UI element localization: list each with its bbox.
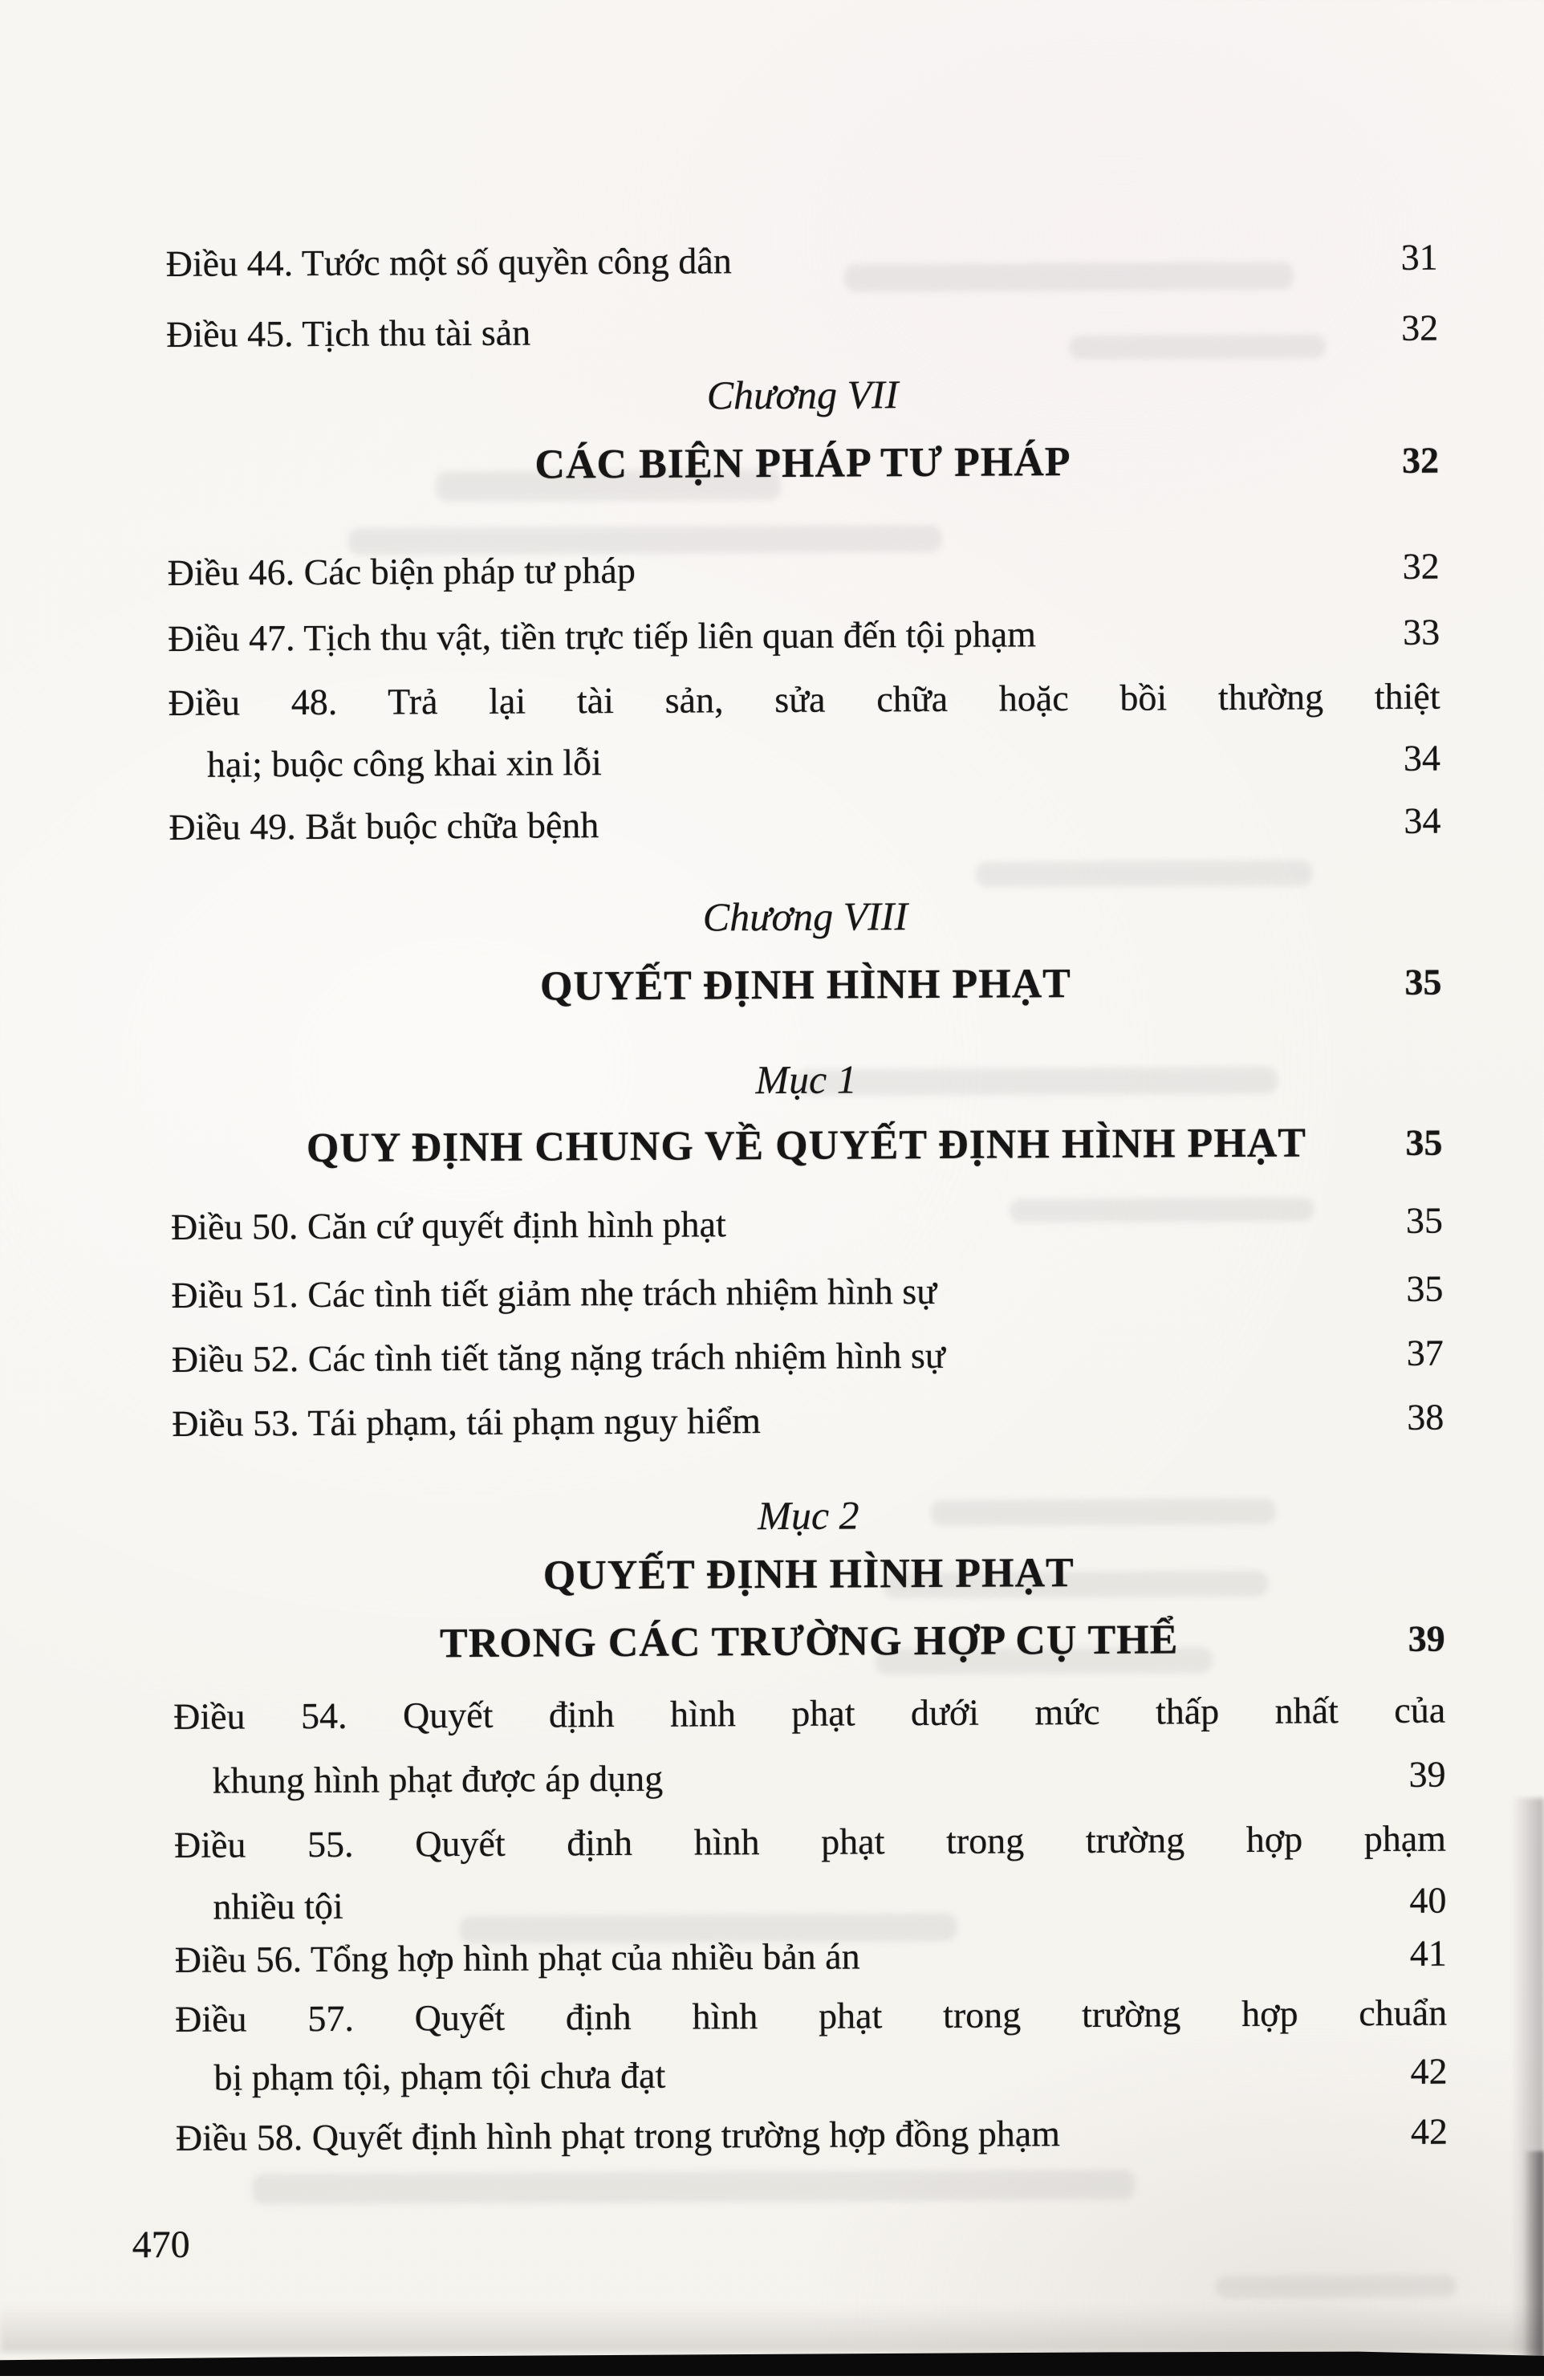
bleed-through-artifact xyxy=(252,2170,1135,2205)
toc-entry-page: 34 xyxy=(1404,799,1441,841)
toc-entry-text: Điều 53. Tái phạm, tái phạm nguy hiểm xyxy=(172,1400,762,1444)
toc-entry xyxy=(175,1989,1447,2047)
toc-entry-page: 42 xyxy=(1410,2050,1448,2092)
toc-entry xyxy=(166,234,1438,291)
chapter-label xyxy=(169,889,1441,947)
toc-entry-text: Điều 57. Quyết định hình phạt trong trường hợp chuẩn xyxy=(175,1991,1448,2040)
chapter-title-page: 32 xyxy=(1401,439,1440,481)
toc-entry-text: Điều 52. Các tình tiết tăng nặng trách nhiệm hình sự xyxy=(171,1334,945,1380)
toc-entry-page: 41 xyxy=(1409,1932,1447,1974)
toc-entry-continuation xyxy=(174,1877,1446,1935)
toc-entry-continuation xyxy=(169,734,1440,792)
toc-entry-text: Điều 46. Các biện pháp tư pháp xyxy=(167,549,636,593)
toc-entry xyxy=(173,1686,1445,1744)
toc-entry-page: 38 xyxy=(1407,1396,1444,1438)
toc-entry-page: 33 xyxy=(1403,611,1440,653)
toc-entry-page: 42 xyxy=(1410,2110,1449,2152)
toc-entry-text: Điều 49. Bắt buộc chữa bệnh xyxy=(169,804,599,848)
toc-entry xyxy=(168,608,1440,666)
chapter-label-text: Chương VIII xyxy=(702,893,908,940)
section-label xyxy=(173,1488,1444,1546)
section-title xyxy=(173,1615,1445,1673)
toc-entry-page: 32 xyxy=(1402,545,1440,587)
toc-entry-text: hại; buộc công khai xin lỗi xyxy=(206,742,602,785)
toc-entry-page: 32 xyxy=(1401,307,1439,348)
toc-entry xyxy=(169,797,1440,855)
toc-entry xyxy=(172,1393,1444,1451)
toc-entry-text: Điều 56. Tổng hợp hình phạt của nhiều bản án xyxy=(174,1935,860,1980)
toc-entry-continuation xyxy=(175,2048,1447,2105)
toc-entry xyxy=(176,2108,1448,2166)
toc-entry xyxy=(171,1197,1443,1255)
toc-entry-text: bị phạm tội, phạm tội chưa đạt xyxy=(213,2054,666,2098)
toc-entry-text: Điều 51. Các tình tiết giảm nhẹ trách nhiệm hình sự xyxy=(171,1270,937,1316)
toc-entry-text: Điều 55. Quyết định hình phạt trong trường hợp phạm xyxy=(173,1817,1447,1865)
section-title xyxy=(170,1119,1442,1177)
toc-entry-page: 35 xyxy=(1405,1199,1444,1241)
toc-entry-text: Điều 48. Trả lại tài sản, sửa chữa hoặc bồi thường thiệt xyxy=(168,675,1440,723)
chapter-label-text: Chương VII xyxy=(706,372,899,418)
chapter-title xyxy=(169,958,1441,1016)
toc-entry-text: khung hình phạt được áp dụng xyxy=(212,1757,664,1801)
section-title-page: 35 xyxy=(1405,1121,1443,1163)
section-title xyxy=(173,1548,1444,1605)
toc-entry xyxy=(172,1329,1444,1387)
toc-entry xyxy=(171,1265,1443,1323)
chapter-title-page: 35 xyxy=(1404,961,1442,1003)
toc-entry xyxy=(174,1815,1446,1873)
bleed-through-artifact xyxy=(1216,2275,1457,2299)
toc-entry-continuation xyxy=(173,1751,1445,1808)
toc-entry-text: nhiều tội xyxy=(213,1885,343,1927)
toc-entry-text: Điều 58. Quyết định hình phạt trong trường hợp đồng phạm xyxy=(175,2113,1061,2158)
toc-entry-page: 39 xyxy=(1408,1753,1446,1795)
chapter-title-text: QUYẾT ĐỊNH HÌNH PHẠT xyxy=(539,961,1072,1010)
toc-entry xyxy=(168,673,1440,730)
section-label-text: Mục 1 xyxy=(755,1056,857,1103)
chapter-label xyxy=(166,368,1438,425)
section-label-text: Mục 2 xyxy=(758,1492,859,1539)
toc-entry-text: Điều 44. Tước một số quyền công dân xyxy=(165,240,732,284)
section-title-text: TRONG CÁC TRƯỜNG HỢP CỤ THỂ xyxy=(439,1617,1179,1667)
toc-entry-page: 40 xyxy=(1409,1879,1447,1921)
toc-entry xyxy=(166,304,1438,362)
toc-entry xyxy=(168,543,1440,600)
section-title-text: QUYẾT ĐỊNH HÌNH PHẠT xyxy=(542,1550,1075,1599)
section-title-text: QUY ĐỊNH CHUNG VỀ QUYẾT ĐỊNH HÌNH PHẠT xyxy=(306,1120,1307,1172)
toc-entry-text: Điều 54. Quyết định hình phạt dưới mức thấp nhất của xyxy=(173,1689,1446,1737)
toc-entry-text: Điều 47. Tịch thu vật, tiền trực tiếp liên quan đến tội phạm xyxy=(168,613,1037,659)
toc-entry-text: Điều 50. Căn cứ quyết định hình phạt xyxy=(170,1203,726,1247)
chapter-title-text: CÁC BIỆN PHÁP TƯ PHÁP xyxy=(534,439,1071,488)
toc-entry-page: 37 xyxy=(1406,1332,1444,1373)
toc-entry-page: 35 xyxy=(1406,1267,1444,1309)
section-label xyxy=(170,1052,1442,1110)
toc-entry-page: 31 xyxy=(1400,236,1438,278)
scan-bottom-shading xyxy=(0,2304,1544,2352)
section-title-page: 39 xyxy=(1408,1617,1445,1659)
toc-entry-text: Điều 45. Tịch thu tài sản xyxy=(166,311,531,355)
toc-entry-page: 34 xyxy=(1403,737,1441,779)
bleed-through-artifact xyxy=(976,860,1313,887)
chapter-title xyxy=(167,437,1439,494)
toc-entry xyxy=(175,1930,1447,1987)
scan-right-edge-shadow xyxy=(1523,2151,1544,2360)
page-number: 470 xyxy=(132,2223,190,2267)
